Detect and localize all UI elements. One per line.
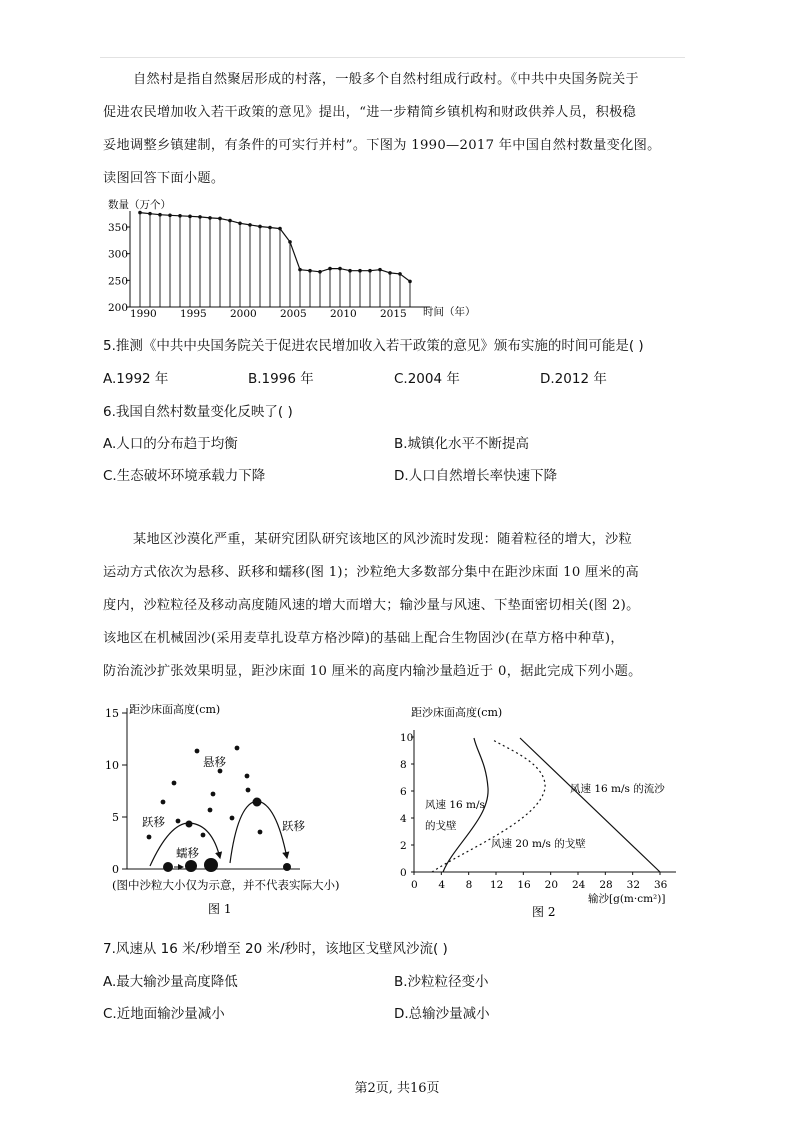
passage-2-line: 度内，沙粒粒径及移动高度随风速的增大而增大；输沙量与风速、下垫面密切相关(图 2)。	[103, 598, 640, 613]
fig2-xtick: 24	[572, 879, 586, 891]
fig2-xtick: 12	[490, 879, 504, 891]
x-tick-label: 2000	[230, 308, 257, 320]
creep-particles	[163, 858, 291, 872]
data-point	[228, 219, 232, 223]
page-footer: 第2页, 共16页	[354, 1081, 440, 1096]
fig2-ytick: 2	[400, 840, 407, 852]
data-point	[378, 268, 382, 272]
passage-1-line: 妥地调整乡镇建制，有条件的可实行并村”。下图为 1990—2017 年中国自然村数量变化图。	[103, 138, 661, 153]
fig2-xtick: 16	[517, 879, 531, 891]
passage-2-line: 该地区在机械固沙(采用麦草扎设草方格沙障)的基础上配合生物固沙(在草方格中种草)，	[103, 631, 624, 646]
fig2-ytick: 0	[400, 867, 407, 879]
q5-option-d[interactable]: D.2012 年	[540, 371, 607, 387]
label-16ms-sand: 风速 16 m/s 的流沙	[570, 783, 665, 795]
q7-option-a[interactable]: A.最大输沙量高度降低	[103, 974, 238, 990]
data-point	[248, 223, 252, 227]
passage-2-line: 某地区沙漠化严重，某研究团队研究该地区的风沙流时发现：随着粒径的增大，沙粒	[133, 532, 633, 547]
label-saltation-left: 跃移	[142, 815, 165, 829]
passage-2-line: 运动方式依次为悬移、跃移和蠕移(图 1)；沙粒绝大多数部分集中在距沙床面 10 厘米的高	[103, 565, 639, 580]
fig2-ytick: 6	[400, 786, 407, 798]
data-point	[218, 217, 222, 221]
data-point	[148, 212, 152, 216]
passage-1-line: 自然村是指自然聚居形成的村落，一般多个自然村组成行政村。《中共中央国务院关于	[133, 72, 639, 87]
fig2-ytick: 4	[400, 813, 407, 825]
q7-option-c[interactable]: C.近地面输沙量减小	[103, 1006, 225, 1022]
data-point	[388, 271, 392, 275]
fig2-xtick: 4	[438, 879, 446, 891]
fig2-xtick: 20	[544, 879, 559, 891]
fig1-caption: 图 1	[208, 902, 232, 916]
fig2-ytick: 10	[400, 732, 414, 744]
fig2-ylabel: 距沙床面高度(cm)	[411, 706, 503, 719]
figure-1-sand-movement	[100, 698, 400, 920]
data-point	[238, 221, 242, 225]
data-point	[348, 269, 352, 273]
y-tick-label: 300	[108, 248, 129, 261]
label-creep: 蠕移	[176, 846, 199, 860]
passage-2-line: 防治流沙扩张效果明显，距沙床面 10 厘米的高度内输沙量趋近于 0，据此完成下列小题。	[103, 664, 642, 679]
data-point	[328, 267, 332, 271]
y-tick-label: 200	[108, 302, 129, 314]
data-point	[138, 211, 142, 215]
data-point	[288, 240, 292, 244]
passage-1-line: 读图回答下面小题。	[103, 171, 225, 186]
fig2-xlabel: 输沙[g(m·cm²)]	[588, 893, 666, 905]
fig2-xtick: 0	[411, 879, 418, 891]
data-point	[278, 227, 282, 231]
data-point	[358, 269, 362, 273]
q6-option-a[interactable]: A.人口的分布趋于均衡	[103, 436, 238, 452]
fig2-xtick: 32	[626, 879, 641, 891]
data-point	[338, 267, 342, 271]
village-count-chart	[100, 193, 480, 323]
q5-option-c[interactable]: C.2004 年	[394, 371, 460, 387]
data-point	[308, 269, 312, 273]
data-point	[368, 269, 372, 273]
fig2-xtick: 28	[599, 879, 613, 891]
data-point	[178, 214, 182, 218]
x-tick-label: 2005	[280, 308, 307, 320]
q6-option-b[interactable]: B.城镇化水平不断提高	[394, 436, 530, 452]
fig2-ytick: 8	[400, 759, 407, 771]
fig1-ytick: 5	[112, 811, 119, 824]
q5-option-b[interactable]: B.1996 年	[248, 371, 314, 387]
q6-option-c[interactable]: C.生态破坏环境承载力下降	[103, 468, 266, 484]
y-tick-label: 250	[108, 275, 129, 288]
label-16ms-gobi-b: 的戈壁	[425, 820, 457, 832]
passage-1	[103, 63, 695, 195]
data-point	[198, 215, 202, 219]
x-tick-label: 1995	[180, 308, 207, 320]
q7-option-d[interactable]: D.总输沙量减小	[394, 1006, 490, 1022]
saltation-particle	[253, 798, 262, 807]
data-point	[298, 268, 302, 272]
passage-1-line: 促进农民增加收入若干政策的意见》提出，“进一步精简乡镇机构和财政供养人员，积极稳	[103, 105, 637, 120]
figure-2-sand-transport	[390, 700, 690, 922]
q6-option-d[interactable]: D.人口自然增长率快速下降	[394, 468, 558, 484]
q7-option-b[interactable]: B.沙粒粒径变小	[394, 974, 489, 990]
data-point	[158, 213, 162, 217]
data-point	[318, 270, 322, 274]
question-6: 6.我国自然村数量变化反映了( )	[103, 404, 293, 420]
fig1-ytick: 15	[105, 707, 119, 720]
passage-2	[103, 523, 695, 688]
data-point	[188, 215, 192, 219]
fig1-note: (图中沙粒大小仅为示意，并不代表实际大小)	[112, 878, 340, 892]
question-7: 7.风速从 16 米/秒增至 20 米/秒时，该地区戈壁风沙流( )	[103, 941, 448, 957]
saltation-particle	[186, 821, 193, 828]
data-point	[208, 216, 212, 220]
x-tick-label: 2015	[380, 308, 407, 320]
line-16ms-sand	[520, 738, 660, 872]
x-tick-label: 1990	[130, 308, 157, 320]
fig1-ylabel: 距沙床面高度(cm)	[129, 703, 221, 716]
label-suspend: 悬移	[203, 755, 226, 769]
label-saltation-right: 跃移	[282, 819, 305, 833]
chart-xlabel: 时间（年）	[423, 306, 476, 318]
q5-option-a[interactable]: A.1992 年	[103, 371, 169, 387]
fig1-yticks	[105, 707, 127, 876]
fig1-ytick: 10	[105, 759, 119, 772]
header-rule	[100, 57, 685, 58]
label-20ms-gobi: 风速 20 m/s 的戈壁	[491, 838, 586, 850]
fig1-ytick: 0	[112, 863, 119, 876]
fig2-caption: 图 2	[532, 905, 556, 919]
fig2-xtick: 8	[465, 879, 473, 891]
chart-ylabel: 数量（万个）	[108, 199, 171, 211]
data-point	[258, 225, 262, 229]
fig2-xtick: 36	[654, 879, 668, 891]
y-tick-label: 350	[108, 222, 129, 234]
data-point	[168, 213, 172, 217]
x-tick-label: 2010	[330, 308, 357, 320]
label-16ms-gobi-a: 风速 16 m/s	[425, 799, 485, 811]
data-point	[408, 280, 412, 284]
question-5: 5.推测《中共中央国务院关于促进农民增加收入若干政策的意见》颁布实施的时间可能是( )	[103, 338, 644, 354]
data-point	[398, 272, 402, 276]
data-point	[268, 226, 272, 230]
